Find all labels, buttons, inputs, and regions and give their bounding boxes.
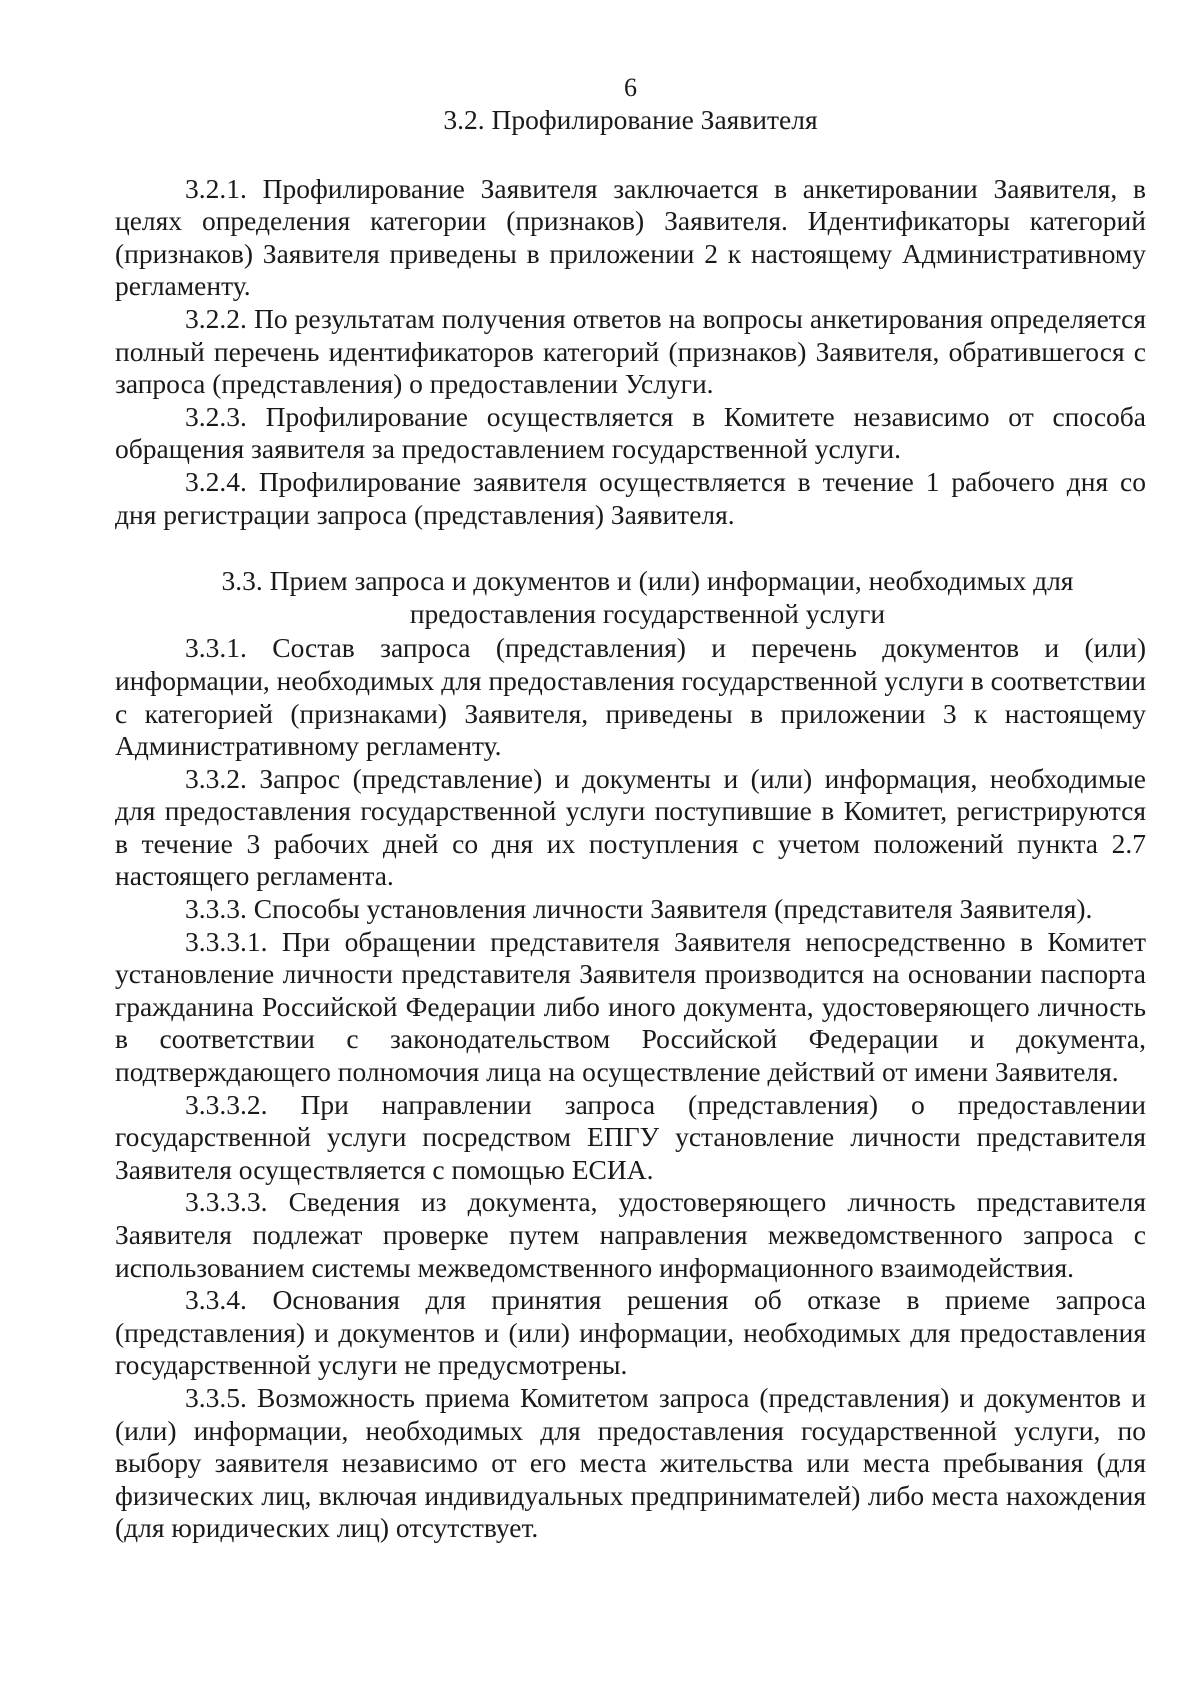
paragraph-3-3-2: 3.3.2. Запрос (представление) и документы и (или) информация, необходимые для предоставления государственной услуги поступившие в Комитет, регистрируются в течение 3 рабочих дней со дня их поступления с учетом положений пункта 2.7 настоящего регламента. — [115, 762, 1146, 892]
paragraph-3-3-3-3: 3.3.3.3. Сведения из документа, удостоверяющего личность представителя Заявителя подлежат проверке путем направления межведомственного запроса с использованием системы межведомственного информационного взаимодействия. — [115, 1186, 1146, 1283]
paragraph-3-3-3-1: 3.3.3.1. При обращении представителя Заявителя непосредственно в Комитет установление личности представителя Заявителя производится на основании паспорта гражданина Российской Федерации либо иного документа, удостоверяющего личность в соответствии с законодательством Российской Федерации и документа, подтверждающего полномочия лица на осуществление действий от имени Заявителя. — [115, 925, 1146, 1088]
section-heading-profiling: 3.2. Профилирование Заявителя — [443, 104, 818, 135]
paragraph-3-3-3: 3.3.3. Способы установления личности Заявителя (представителя Заявителя). — [185, 893, 1093, 925]
paragraph-3-3-1: 3.3.1. Состав запроса (представления) и перечень документов и (или) информации, необходимых для предоставления государственной услуги в соответствии с категорией (признаками) Заявителя, приведены в приложении 3 к настоящему Административному регламенту. — [115, 632, 1146, 762]
paragraph-3-2-4: 3.2.4. Профилирование заявителя осуществляется в течение 1 рабочего дня со дня регистрации запроса (представления) Заявителя. — [115, 465, 1146, 530]
paragraph-3-2-1: 3.2.1. Профилирование Заявителя заключается в анкетировании Заявителя, в целях определения категории (признаков) Заявителя. Идентификаторы категорий (признаков) Заявителя приведены в приложении 2 к настоящему Административному регламенту. — [115, 172, 1146, 302]
paragraph-3-3-3-2: 3.3.3.2. При направлении запроса (представления) о предоставлении государственной услуги посредством ЕПГУ установление личности представителя Заявителя осуществляется с помощью ЕСИА. — [115, 1088, 1146, 1185]
paragraph-3-2-3: 3.2.3. Профилирование осуществляется в Комитете независимо от способа обращения заявителя за предоставлением государственной услуги. — [115, 400, 1146, 465]
paragraph-3-2-2: 3.2.2. По результатам получения ответов на вопросы анкетирования определяется полный перечень идентификаторов категорий (признаков) Заявителя, обратившегося с запроса (представления) о предоставлении Услуги. — [115, 302, 1146, 400]
paragraph-3-3-5: 3.3.5. Возможность приема Комитетом запроса (представления) и документов и (или) информации, необходимых для предоставления государственной услуги, по выбору заявителя независимо от его места жительства или места пребывания (для физических лиц, включая индивидуальных предпринимателей) либо места нахождения (для юридических лиц) отсутствует. — [115, 1381, 1146, 1544]
page-number: 6 — [624, 73, 637, 102]
document-page — [115, 74, 1146, 1545]
section-heading-request-intake: 3.3. Прием запроса и документов и (или) информации, необходимых для предоставления государственной услуги — [221, 565, 1074, 629]
paragraph-3-3-4: 3.3.4. Основания для принятия решения об отказе в приеме запроса (представления) и документов и (или) информации, необходимых для предоставления государственной услуги не предусмотрены. — [115, 1284, 1146, 1381]
